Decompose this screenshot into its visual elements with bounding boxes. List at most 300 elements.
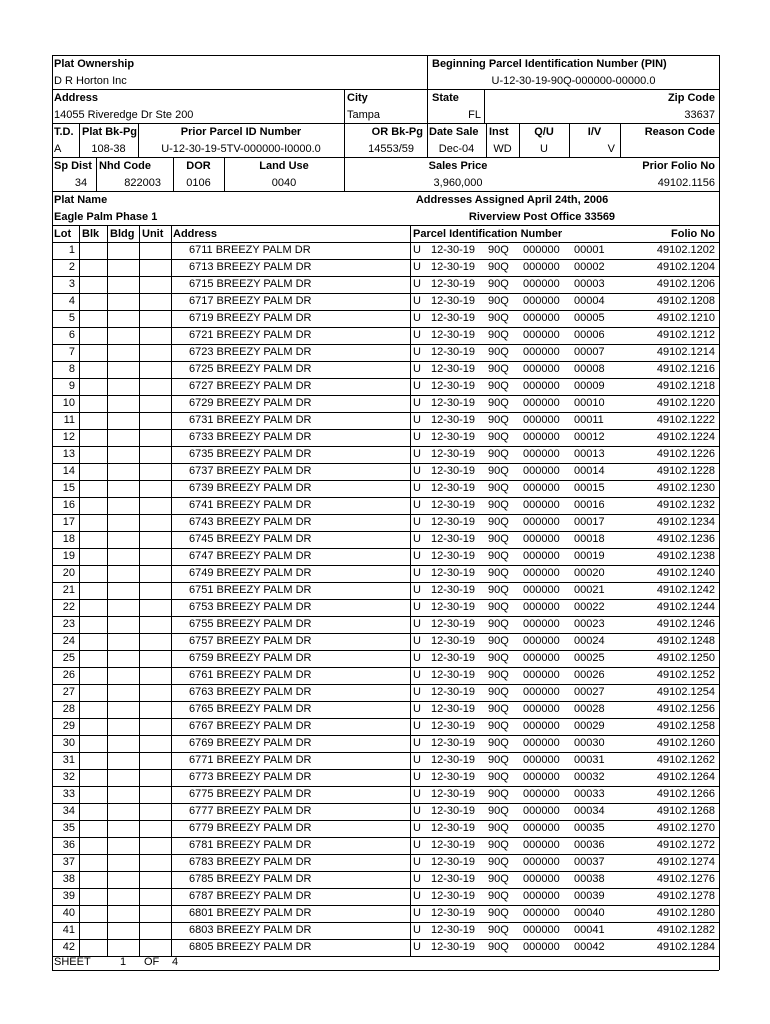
pin-lot-cell: 00022 (574, 601, 605, 613)
pin-section-cell: U (413, 550, 421, 562)
folio-cell: 49102.1252 (656, 669, 715, 681)
lot-cell: 41 (62, 924, 75, 936)
pin-twp-cell: 12-30-19 (431, 567, 476, 579)
lot-cell: 26 (62, 669, 75, 681)
table-row (52, 531, 719, 548)
pin-block-cell: 000000 (523, 601, 560, 613)
lot-cell: 38 (62, 873, 75, 885)
table-row (52, 616, 719, 633)
pin-twp-cell: 12-30-19 (431, 363, 476, 375)
pin-section-cell: U (413, 482, 421, 494)
plat-ownership-label: Plat Ownership (54, 58, 135, 70)
pin-twp-cell: 12-30-19 (431, 771, 476, 783)
table-row (52, 786, 719, 803)
td-value: A (54, 143, 62, 155)
pin-lot-cell: 00001 (574, 244, 605, 256)
table-row (52, 599, 719, 616)
pin-block-cell: 000000 (523, 346, 560, 358)
pin-section-cell: U (413, 380, 421, 392)
folio-cell: 49102.1264 (656, 771, 715, 783)
zip-value: 33637 (684, 109, 715, 121)
address-cell: 6765 BREEZY PALM DR (189, 703, 312, 715)
pin-section-cell: U (413, 771, 421, 783)
pin-section-cell: U (413, 244, 421, 256)
lot-cell: 22 (62, 601, 75, 613)
table-row (52, 378, 719, 395)
address-cell: 6727 BREEZY PALM DR (189, 380, 312, 392)
pin-twp-cell: 12-30-19 (431, 431, 476, 443)
pin-lot-cell: 00011 (574, 414, 604, 426)
table-row (52, 480, 719, 497)
lot-cell: 20 (62, 567, 75, 579)
address-cell: 6751 BREEZY PALM DR (189, 584, 312, 596)
table-row (52, 769, 719, 786)
plat-bk-value: 108-38 (91, 143, 126, 155)
lot-cell: 10 (62, 397, 75, 409)
address-cell: 6773 BREEZY PALM DR (189, 771, 312, 783)
pin-block-cell: 000000 (523, 516, 560, 528)
pin-twp-cell: 12-30-19 (431, 754, 476, 766)
pin-section-cell: U (413, 924, 421, 936)
pin-sub-cell: 90Q (488, 669, 509, 681)
pin-lot-cell: 00027 (574, 686, 605, 698)
address-cell: 6769 BREEZY PALM DR (189, 737, 312, 749)
pin-sub-cell: 90Q (488, 686, 509, 698)
pin-lot-cell: 00016 (574, 499, 605, 511)
lot-cell: 8 (68, 363, 75, 375)
pin-section-cell: U (413, 822, 421, 834)
lot-cell: 30 (62, 737, 75, 749)
folio-cell: 49102.1212 (656, 329, 715, 341)
pin-lot-cell: 00015 (574, 482, 605, 494)
folio-cell: 49102.1274 (656, 856, 715, 868)
folio-cell: 49102.1234 (656, 516, 715, 528)
address-cell: 6741 BREEZY PALM DR (189, 499, 312, 511)
pin-twp-cell: 12-30-19 (431, 720, 476, 732)
folio-cell: 49102.1242 (656, 584, 715, 596)
pin-block-cell: 000000 (523, 397, 560, 409)
rule (719, 55, 720, 970)
pin-sub-cell: 90Q (488, 567, 509, 579)
folio-cell: 49102.1278 (656, 890, 715, 902)
pin-section-cell: U (413, 465, 421, 477)
pin-sub-cell: 90Q (488, 788, 509, 800)
table-row (52, 429, 719, 446)
lot-cell: 42 (62, 941, 75, 953)
pin-block-cell: 000000 (523, 448, 560, 460)
pin-sub-cell: 90Q (488, 465, 509, 477)
pin-lot-cell: 00033 (574, 788, 605, 800)
pin-sub-cell: 90Q (488, 329, 509, 341)
pin-sub-cell: 90Q (488, 652, 509, 664)
lot-cell: 16 (62, 499, 75, 511)
pin-section-cell: U (413, 516, 421, 528)
pin-sub-cell: 90Q (488, 312, 509, 324)
pin-sub-cell: 90Q (488, 839, 509, 851)
table-row (52, 327, 719, 344)
dor-label: DOR (186, 160, 211, 172)
table-row (52, 684, 719, 701)
address-cell: 6711 BREEZY PALM DR (189, 244, 311, 256)
table-row (52, 548, 719, 565)
lot-cell: 36 (62, 839, 75, 851)
folio-cell: 49102.1266 (656, 788, 715, 800)
table-row (52, 650, 719, 667)
pin-lot-cell: 00020 (574, 567, 605, 579)
folio-cell: 49102.1216 (656, 363, 715, 375)
pin-block-cell: 000000 (523, 669, 560, 681)
pin-block-cell: 000000 (523, 482, 560, 494)
sheet-label: SHEET (54, 956, 91, 968)
address-cell: 6761 BREEZY PALM DR (189, 669, 312, 681)
pin-lot-cell: 00030 (574, 737, 605, 749)
pin-section-cell: U (413, 329, 421, 341)
pin-lot-cell: 00025 (574, 652, 605, 664)
pin-lot-cell: 00038 (574, 873, 605, 885)
pin-lot-cell: 00018 (574, 533, 605, 545)
of-label: OF (144, 956, 160, 968)
address-cell: 6801 BREEZY PALM DR (189, 907, 312, 919)
pin-sub-cell: 90Q (488, 924, 509, 936)
pin-twp-cell: 12-30-19 (431, 822, 476, 834)
or-bk-label: OR Bk-Pg (371, 126, 423, 138)
pin-section-cell: U (413, 890, 421, 902)
pin-sub-cell: 90Q (488, 431, 509, 443)
pin-block-cell: 000000 (523, 771, 560, 783)
lot-cell: 15 (62, 482, 75, 494)
pin-section-cell: U (413, 873, 421, 885)
lot-cell: 40 (62, 907, 75, 919)
pin-block-cell: 000000 (523, 431, 560, 443)
pin-block-cell: 000000 (523, 533, 560, 545)
pin-block-cell: 000000 (523, 720, 560, 732)
pin-sub-cell: 90Q (488, 720, 509, 732)
address-cell: 6735 BREEZY PALM DR (189, 448, 312, 460)
pin-section-cell: U (413, 278, 421, 290)
pin-lot-cell: 00009 (574, 380, 605, 392)
lot-cell: 3 (68, 278, 75, 290)
address-cell: 6729 BREEZY PALM DR (189, 397, 312, 409)
table-row (52, 752, 719, 769)
lot-cell: 37 (62, 856, 75, 868)
address-cell: 6781 BREEZY PALM DR (189, 839, 312, 851)
table-row (52, 888, 719, 905)
pin-block-cell: 000000 (523, 873, 560, 885)
address-cell: 6719 BREEZY PALM DR (189, 312, 312, 324)
pin-twp-cell: 12-30-19 (431, 788, 476, 800)
pin-sub-cell: 90Q (488, 499, 509, 511)
pin-twp-cell: 12-30-19 (431, 465, 476, 477)
address-cell: 6715 BREEZY PALM DR (189, 278, 312, 290)
folio-cell: 49102.1228 (656, 465, 715, 477)
pin-lot-cell: 00019 (574, 550, 605, 562)
pin-twp-cell: 12-30-19 (431, 533, 476, 545)
folio-cell: 49102.1224 (656, 431, 715, 443)
lot-cell: 33 (62, 788, 75, 800)
pin-sub-cell: 90Q (488, 346, 509, 358)
table-row (52, 667, 719, 684)
pin-sub-cell: 90Q (488, 601, 509, 613)
pin-section-cell: U (413, 431, 421, 443)
address-cell: 6785 BREEZY PALM DR (189, 873, 312, 885)
col-pin-header: Parcel Identification Number (413, 228, 563, 240)
qu-value: U (540, 143, 548, 155)
pin-twp-cell: 12-30-19 (431, 278, 476, 290)
folio-cell: 49102.1202 (656, 244, 715, 256)
iv-value: V (607, 143, 615, 155)
prior-folio-label: Prior Folio No (642, 160, 715, 172)
pin-twp-cell: 12-30-19 (431, 856, 476, 868)
pin-twp-cell: 12-30-19 (431, 584, 476, 596)
land-use-value: 0040 (271, 177, 297, 189)
lot-cell: 23 (62, 618, 75, 630)
pin-twp-cell: 12-30-19 (431, 346, 476, 358)
pin-lot-cell: 00008 (574, 363, 605, 375)
pin-twp-cell: 12-30-19 (431, 669, 476, 681)
pin-twp-cell: 12-30-19 (431, 550, 476, 562)
lot-cell: 12 (62, 431, 75, 443)
address-cell: 6787 BREEZY PALM DR (189, 890, 312, 902)
pin-block-cell: 000000 (523, 312, 560, 324)
pin-twp-cell: 12-30-19 (431, 482, 476, 494)
folio-cell: 49102.1232 (656, 499, 715, 511)
folio-cell: 49102.1262 (656, 754, 715, 766)
sheet-total: 4 (172, 956, 179, 968)
pin-sub-cell: 90Q (488, 873, 509, 885)
lot-cell: 17 (62, 516, 75, 528)
pin-twp-cell: 12-30-19 (431, 499, 476, 511)
address-cell: 6731 BREEZY PALM DR (189, 414, 312, 426)
rule (52, 55, 719, 56)
table-row (52, 463, 719, 480)
lot-cell: 21 (62, 584, 75, 596)
table-row (52, 565, 719, 582)
folio-cell: 49102.1260 (656, 737, 715, 749)
lot-cell: 32 (62, 771, 75, 783)
folio-cell: 49102.1206 (656, 278, 715, 290)
address-cell: 6753 BREEZY PALM DR (189, 601, 312, 613)
city-label: City (347, 92, 368, 104)
folio-cell: 49102.1256 (656, 703, 715, 715)
table-row (52, 412, 719, 429)
pin-section-cell: U (413, 499, 421, 511)
pin-section-cell: U (413, 584, 421, 596)
pin-section-cell: U (413, 941, 421, 953)
folio-cell: 49102.1280 (656, 907, 715, 919)
col-bldg-header: Bldg (110, 228, 135, 240)
post-office-note: Riverview Post Office 33569 (468, 211, 616, 223)
folio-cell: 49102.1258 (656, 720, 715, 732)
pin-block-cell: 000000 (523, 822, 560, 834)
pin-section-cell: U (413, 414, 421, 426)
table-row (52, 633, 719, 650)
pin-block-cell: 000000 (523, 567, 560, 579)
plat-name-label: Plat Name (54, 194, 108, 206)
address-cell: 6749 BREEZY PALM DR (189, 567, 312, 579)
pin-sub-cell: 90Q (488, 550, 509, 562)
pin-block-cell: 000000 (523, 788, 560, 800)
col-blk-header: Blk (82, 228, 100, 240)
folio-cell: 49102.1226 (656, 448, 715, 460)
pin-lot-cell: 00010 (574, 397, 605, 409)
sheet-number: 1 (120, 956, 127, 968)
pin-sub-cell: 90Q (488, 380, 509, 392)
address-cell: 6755 BREEZY PALM DR (189, 618, 312, 630)
folio-cell: 49102.1268 (656, 805, 715, 817)
pin-sub-cell: 90Q (488, 754, 509, 766)
addresses-assigned-note: Addresses Assigned April 24th, 2006 (415, 194, 609, 206)
pin-sub-cell: 90Q (488, 584, 509, 596)
pin-twp-cell: 12-30-19 (431, 618, 476, 630)
pin-block-cell: 000000 (523, 584, 560, 596)
pin-section-cell: U (413, 295, 421, 307)
pin-section-cell: U (413, 261, 421, 273)
pin-lot-cell: 00013 (574, 448, 605, 460)
pin-twp-cell: 12-30-19 (431, 907, 476, 919)
pin-twp-cell: 12-30-19 (431, 890, 476, 902)
pin-lot-cell: 00042 (574, 941, 605, 953)
pin-sub-cell: 90Q (488, 635, 509, 647)
pin-twp-cell: 12-30-19 (431, 329, 476, 341)
pin-section-cell: U (413, 533, 421, 545)
address-cell: 6721 BREEZY PALM DR (189, 329, 312, 341)
lot-cell: 19 (62, 550, 75, 562)
sales-price-value: 3,960,000 (433, 177, 483, 189)
iv-label: I/V (587, 126, 602, 138)
pin-twp-cell: 12-30-19 (431, 737, 476, 749)
table-row (52, 395, 719, 412)
city-value: Tampa (347, 109, 381, 121)
col-folio-header: Folio No (671, 228, 715, 240)
address-cell: 6763 BREEZY PALM DR (189, 686, 312, 698)
pin-section-cell: U (413, 720, 421, 732)
pin-block-cell: 000000 (523, 635, 560, 647)
pin-section-cell: U (413, 618, 421, 630)
nhd-code-label: Nhd Code (99, 160, 151, 172)
pin-sub-cell: 90Q (488, 278, 509, 290)
rule (52, 157, 719, 158)
pin-sub-cell: 90Q (488, 890, 509, 902)
pin-block-cell: 000000 (523, 907, 560, 919)
pin-block-cell: 000000 (523, 550, 560, 562)
address-cell: 6779 BREEZY PALM DR (189, 822, 312, 834)
lot-cell: 1 (68, 244, 75, 256)
pin-sub-cell: 90Q (488, 941, 509, 953)
pin-lot-cell: 00021 (574, 584, 605, 596)
table-row (52, 361, 719, 378)
address-cell: 6739 BREEZY PALM DR (189, 482, 312, 494)
folio-cell: 49102.1250 (656, 652, 715, 664)
pin-twp-cell: 12-30-19 (431, 601, 476, 613)
lot-cell: 4 (68, 295, 75, 307)
beginning-pin-value: U-12-30-19-90Q-000000-00000.0 (491, 75, 656, 87)
folio-cell: 49102.1272 (656, 839, 715, 851)
pin-sub-cell: 90Q (488, 448, 509, 460)
pin-section-cell: U (413, 788, 421, 800)
pin-section-cell: U (413, 669, 421, 681)
table-row (52, 718, 719, 735)
address-cell: 6771 BREEZY PALM DR (189, 754, 312, 766)
pin-block-cell: 000000 (523, 414, 560, 426)
pin-twp-cell: 12-30-19 (431, 686, 476, 698)
folio-cell: 49102.1218 (656, 380, 715, 392)
pin-section-cell: U (413, 686, 421, 698)
pin-block-cell: 000000 (523, 686, 560, 698)
table-row (52, 939, 719, 956)
folio-cell: 49102.1220 (656, 397, 715, 409)
rule (344, 157, 345, 191)
pin-block-cell: 000000 (523, 618, 560, 630)
folio-cell: 49102.1276 (656, 873, 715, 885)
lot-cell: 2 (68, 261, 75, 273)
folio-cell: 49102.1282 (656, 924, 715, 936)
pin-lot-cell: 00007 (574, 346, 605, 358)
lot-cell: 14 (62, 465, 75, 477)
pin-block-cell: 000000 (523, 652, 560, 664)
table-row (52, 310, 719, 327)
table-row (52, 497, 719, 514)
pin-block-cell: 000000 (523, 839, 560, 851)
address-cell: 6767 BREEZY PALM DR (189, 720, 312, 732)
pin-lot-cell: 00035 (574, 822, 605, 834)
pin-block-cell: 000000 (523, 278, 560, 290)
lot-cell: 29 (62, 720, 75, 732)
folio-cell: 49102.1248 (656, 635, 715, 647)
pin-twp-cell: 12-30-19 (431, 703, 476, 715)
lot-cell: 34 (62, 805, 75, 817)
pin-block-cell: 000000 (523, 856, 560, 868)
rule (52, 970, 719, 971)
pin-sub-cell: 90Q (488, 482, 509, 494)
pin-block-cell: 000000 (523, 754, 560, 766)
pin-section-cell: U (413, 652, 421, 664)
folio-cell: 49102.1222 (656, 414, 715, 426)
td-label: T.D. (54, 126, 74, 138)
pin-block-cell: 000000 (523, 703, 560, 715)
table-row (52, 514, 719, 531)
pin-block-cell: 000000 (523, 363, 560, 375)
pin-lot-cell: 00005 (574, 312, 605, 324)
pin-section-cell: U (413, 737, 421, 749)
rule (52, 191, 719, 192)
pin-block-cell: 000000 (523, 890, 560, 902)
pin-twp-cell: 12-30-19 (431, 635, 476, 647)
state-label: State (432, 92, 459, 104)
pin-sub-cell: 90Q (488, 414, 509, 426)
address-cell: 6743 BREEZY PALM DR (189, 516, 312, 528)
folio-cell: 49102.1204 (656, 261, 715, 273)
pin-section-cell: U (413, 907, 421, 919)
pin-lot-cell: 00040 (574, 907, 605, 919)
pin-twp-cell: 12-30-19 (431, 924, 476, 936)
prior-parcel-label: Prior Parcel ID Number (180, 126, 302, 138)
rule (52, 123, 719, 124)
pin-section-cell: U (413, 567, 421, 579)
state-value: FL (468, 109, 481, 121)
pin-block-cell: 000000 (523, 737, 560, 749)
table-row (52, 344, 719, 361)
folio-cell: 49102.1244 (656, 601, 715, 613)
pin-section-cell: U (413, 635, 421, 647)
pin-sub-cell: 90Q (488, 771, 509, 783)
pin-section-cell: U (413, 601, 421, 613)
table-row (52, 446, 719, 463)
lot-cell: 9 (68, 380, 75, 392)
pin-twp-cell: 12-30-19 (431, 652, 476, 664)
address-value: 14055 Riveredge Dr Ste 200 (54, 109, 194, 121)
pin-twp-cell: 12-30-19 (431, 261, 476, 273)
address-label: Address (54, 92, 99, 104)
